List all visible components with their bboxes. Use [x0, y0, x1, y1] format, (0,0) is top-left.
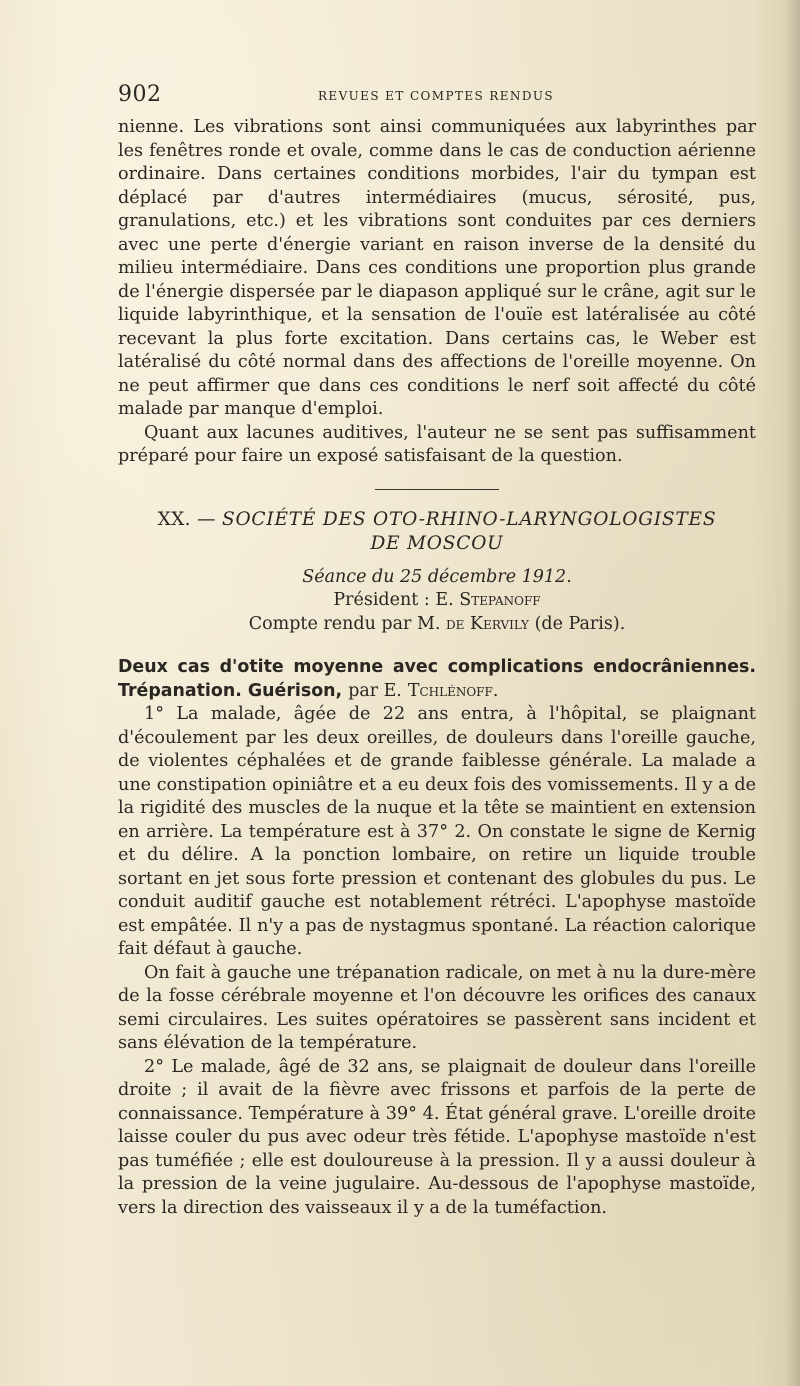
report-suffix: (de Paris). [534, 613, 626, 634]
page-header [118, 82, 756, 116]
article-paragraph: 1° La malade, âgée de 22 ans entra, à l'hôpital, se plaignant d'écoulement par les deux oreilles, de douleurs dans l'oreille gauche, de violentes céphalées et de grande faiblesse générale. La malade a une constipation opiniâtre et a eu deux fois des vomissements. Il y a de la rigidité des muscles de la nuque et la tête se maintient en extension en arrière. La température est à 37° 2. On constate le signe de Kernig et du délire. A la ponction lombaire, on retire un liquide trouble sortant en jet sous forte pression et contenant des globules du pus. Le conduit auditif gauche est notablement rétréci. L'apophyse mastoïde est empâtée. Il n'y a pas de nystagmus spontané. La réaction calorique fait défaut à gauche. [118, 704, 756, 959]
section-divider [375, 489, 499, 490]
president-initial: E. [435, 590, 454, 610]
president-label: Président : [333, 590, 430, 610]
section-title-line-1: SOCIÉTÉ DES OTO-RHINO-LARYNGOLOGISTES [221, 508, 717, 530]
president-line [118, 589, 756, 613]
article-paragraph: On fait à gauche une trépanation radicale, on met à nu la dure-mère de la fosse cérébrale moyenne et l'on découvre les orifices des canaux semi circulaires. Les suites opératoires se passèrent sans incident et sans élévation de la température. [118, 962, 756, 1053]
report-particle: de [446, 613, 465, 634]
section-title-line-2: DE MOSCOU [370, 532, 504, 554]
article-title [118, 656, 756, 703]
running-head: REVUES ET COMPTES RENDUS [318, 89, 554, 103]
report-line [118, 613, 756, 637]
article-title-text: Deux cas d'otite moyenne avec complications endocrâniennes. Trépanation. Guérison, [118, 657, 756, 701]
continuation-paragraph: nienne. Les vibrations sont ainsi communiquées aux labyrinthes par les fenêtres ronde et ovale, comme dans le cas de conduction aérienne ordinaire. Dans certaines conditions morbides, l'air du tympan est déplacé par d'autres intermédiaires (mucus, sérosité, pus, granulations, etc.) et les vibrations sont conduites par ces derniers avec une perte d'énergie variant en raison inverse de la densité du milieu intermédiaire. Dans ces conditions une proportion plus grande de l'énergie dispersée par le diapason appliqué sur le crâne, agit sur le liquide labyrinthique, et la sensation de l'ouïe est latéralisée au côté recevant la plus forte excitation. Dans certains cas, le Weber est latéralisé du côté normal dans des affections de l'oreille moyenne. On ne peut affirmer que dans ces conditions le nerf soit affecté du côté malade par manque d'emploi. [118, 117, 756, 419]
article-paragraph: 2° Le malade, âgé de 32 ans, se plaignait de douleur dans l'oreille droite ; il avait de la fièvre avec frissons et parfois de la perte de connaissance. Température à 39° 4. État général grave. L'oreille droite laisse couler du pus avec odeur très fétide. L'apophyse mastoïde n'est pas tuméfiée ; elle est douloureuse à la pression. Il y a aussi douleur à la pression de la veine jugulaire. Au-dessous de l'apophyse mastoïde, vers la direction des vaisseaux il y a de la tuméfaction. [118, 1056, 756, 1218]
continuation-paragraph: Quant aux lacunes auditives, l'auteur ne se sent pas suffisamment préparé pour faire un exposé satisfaisant de la question. [118, 422, 756, 466]
article-author: Tchlénoff. [407, 680, 499, 701]
report-author: Kervily [470, 613, 529, 634]
report-prefix: Compte rendu par M. [248, 613, 441, 634]
page-number: 902 [118, 82, 162, 107]
section-number: XX. — [157, 508, 216, 530]
page-content [118, 82, 756, 1220]
article-author-prefix: par E. [348, 680, 402, 701]
session-date: Séance du 25 décembre 1912. [302, 566, 572, 587]
page-edge-shadow [786, 0, 800, 1386]
section-title [118, 508, 756, 556]
president-name: Stepanoff [459, 590, 541, 610]
